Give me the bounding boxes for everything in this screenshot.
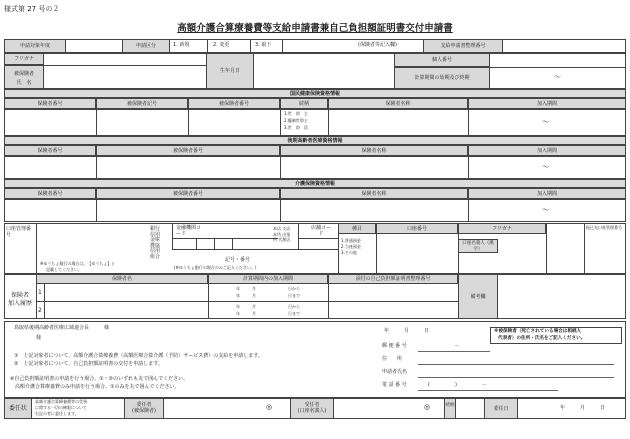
postal-code-dash: － [454,343,460,349]
history-row-from: 日から [288,286,300,291]
personal-number-label: 個人番号 [394,53,490,67]
nhi-relation-opt2[interactable]: 2.擬制世帯主 [284,118,308,123]
yucho-note-2: 記載してください。 [46,267,82,272]
birthdate-label: 生年月日 [206,53,254,89]
declaration-1[interactable]: ① 上記対象者について、高額介護合算療養費（高額医療合算介護（予防）サービス費）の支給を申請します。 [14,353,263,359]
support-number-field[interactable] [503,39,626,53]
nhi-period-tilde: ～ [542,118,549,126]
symbol-number-note: (※ゆうちょ銀行の場合のみご記入ください。) [174,265,257,270]
circle-note-2: 高額介護合算療養費のみ申請を行う場合、①のみを丸で囲んでください。 [10,384,180,390]
elderly-insurer-name-header: 保険者名称 [280,145,468,156]
history-row-number: 2 [38,307,42,314]
elderly-period-header: 加入期間 [468,145,626,156]
category-option-withdraw[interactable]: 3. 取下 [255,42,272,48]
bank-type-list[interactable]: 銀行 信用金庫 農協 信用組合 [150,226,161,260]
bank-furigana-header: フリガナ [458,223,546,234]
nhi-relation-opt1[interactable]: 1.世 帯 主 [284,111,308,116]
nhi-section-title: 国民健康保険資格情報 [4,89,626,98]
insurer-entry-note: (保険者等記入欄) [358,42,397,48]
addressee-honorific: 様 [36,335,42,341]
nhi-insured-no-header: 被保険者番号 [188,98,280,109]
kind-options[interactable]: 1.普通預金 2.当座預金 3.その他 [341,238,361,255]
form-title: 高額介護合算療養費等支給申請書兼自己負担額証明書交付申請書 [177,23,453,34]
birthdate-field[interactable] [254,53,394,89]
nhi-period-header: 加入期間 [468,98,626,109]
history-row-number: 1 [38,289,42,296]
category-label: 申請区分 [122,39,170,53]
history-cert-header: 添付の自己負担額証明書整理番号 [328,274,458,284]
delegation-text: 高額介護合算療養費等の受領 に関する一切の権限について 右記の者に委任します。 [35,399,87,416]
circle-note-1: ※自己負担額証明書の申請を行う場合、①・②のいずれも丸で囲んでください。 [10,376,189,382]
elderly-insurer-no-header: 保険者番号 [4,145,96,156]
deceased-note-1: ※被保険者（死亡されている場合は相続人 [494,329,582,334]
relation-label: 続柄 [444,398,456,419]
kind-header: 種目 [338,223,376,234]
nhi-relation-header: 続柄 [280,98,328,109]
nhi-insurer-name-header: 保険者名称 [328,98,468,109]
insured-name-label: 被保険者 氏 名 [4,65,44,89]
nhi-relation-opt3[interactable]: 3.世 帯 員 [284,125,308,130]
history-insurer-header: 保険者名 [36,274,208,284]
account-number-header: 口座番号 [376,223,458,234]
delegation-date[interactable]: 年 月 日 [560,405,606,411]
branch-type-list[interactable]: 本店 支店 本所 出張所 代理店 [273,226,291,242]
insured-name-field[interactable] [44,65,206,89]
care-insurer-name-header: 保険者名称 [280,188,468,199]
addressee: 鳥取県後期高齢者医療広域連合長 様 [14,325,110,331]
delegation-date-label: 委任日 [484,398,518,419]
care-insurer-no-header: 保険者番号 [4,188,96,199]
account-management-label: 口座管理番号 [6,226,32,238]
delegatee-label: 受任者 (口座名義人) [290,398,334,419]
delegator-seal: ◎ [266,403,273,411]
category-option-change[interactable]: 2. 変更 [213,42,230,48]
history-row-from: 日から [288,304,300,309]
category-option-new[interactable]: 1. 新規 [173,42,190,48]
care-period-tilde: ～ [542,206,549,214]
history-period-header: 計算期間内の加入期間 [208,274,328,284]
history-row-to-ym[interactable]: 年 月 [236,311,256,316]
care-section-title: 介護保険資格情報 [4,179,626,188]
transfer-account-label: 振込先口座管理番号 [586,225,622,230]
history-side-label: 保険者 加入履歴 [8,292,33,307]
yucho-note-1: ※ゆうちょ銀行の場合は、【ゆうちょ】と [40,261,116,266]
phone-label: 電 話 番 号 [382,382,407,388]
history-row-to-ym[interactable]: 年 月 [236,293,256,298]
furigana-field[interactable] [44,53,206,65]
delegatee-seal: ◎ [424,403,431,411]
declaration-2[interactable]: ② 上記対象者について、自己負担額証明書の交付を申請します。 [14,361,163,367]
personal-number-field[interactable] [490,53,626,67]
nhi-symbol-header: 被保険者記号 [96,98,188,109]
history-row-from-ym[interactable]: 年 月 [236,304,256,309]
history-row-from-ym[interactable]: 年 月 [236,286,256,291]
support-number-label: 支給申請書整理番号 [423,39,503,53]
target-year-label: 申請対象年度 [4,39,66,53]
care-period-header: 加入期間 [468,188,626,199]
elderly-period-tilde: ～ [542,163,549,171]
remarks-label: 備考欄 [458,274,498,319]
remarks-field[interactable] [498,274,626,319]
postal-code-label: 郵 便 番 号 [382,343,407,349]
symbol-number-label: 記号・番号 [225,257,251,263]
nhi-insurer-no-header: 保険者番号 [4,98,96,109]
delegator-label: 委任者 (被保険者) [124,398,164,419]
furigana-label: フリガナ [4,53,44,65]
calc-period-label: 計算期間の始期及び終期 [394,67,490,89]
history-row-to: 日まで [288,311,300,316]
application-date[interactable]: 年 月 日 [384,328,430,334]
applicant-name-label: 申請者氏名 [382,369,408,375]
bank-code-label: 金融機関コード [176,225,202,237]
calc-period-tilde: ～ [554,73,561,81]
form-number: 様式第 27 号の２ [4,5,60,13]
phone-format[interactable]: ( ) － [428,382,487,388]
delegation-label: 委任状 [4,398,32,419]
care-insured-no-header: 被保険者番号 [96,188,280,199]
account-holder-label: 口座名義人（漢字） [458,239,498,253]
elderly-section-title: 後期高齢者医療資格情報 [4,136,626,145]
history-row-to: 日まで [288,293,300,298]
address-label: 住 所 [382,356,403,362]
deceased-note-2: 代表者）の住所・氏名をご記入ください。 [498,336,586,341]
branch-code-label: 店舗コード [310,225,331,237]
elderly-insured-no-header: 被保険者番号 [96,145,280,156]
